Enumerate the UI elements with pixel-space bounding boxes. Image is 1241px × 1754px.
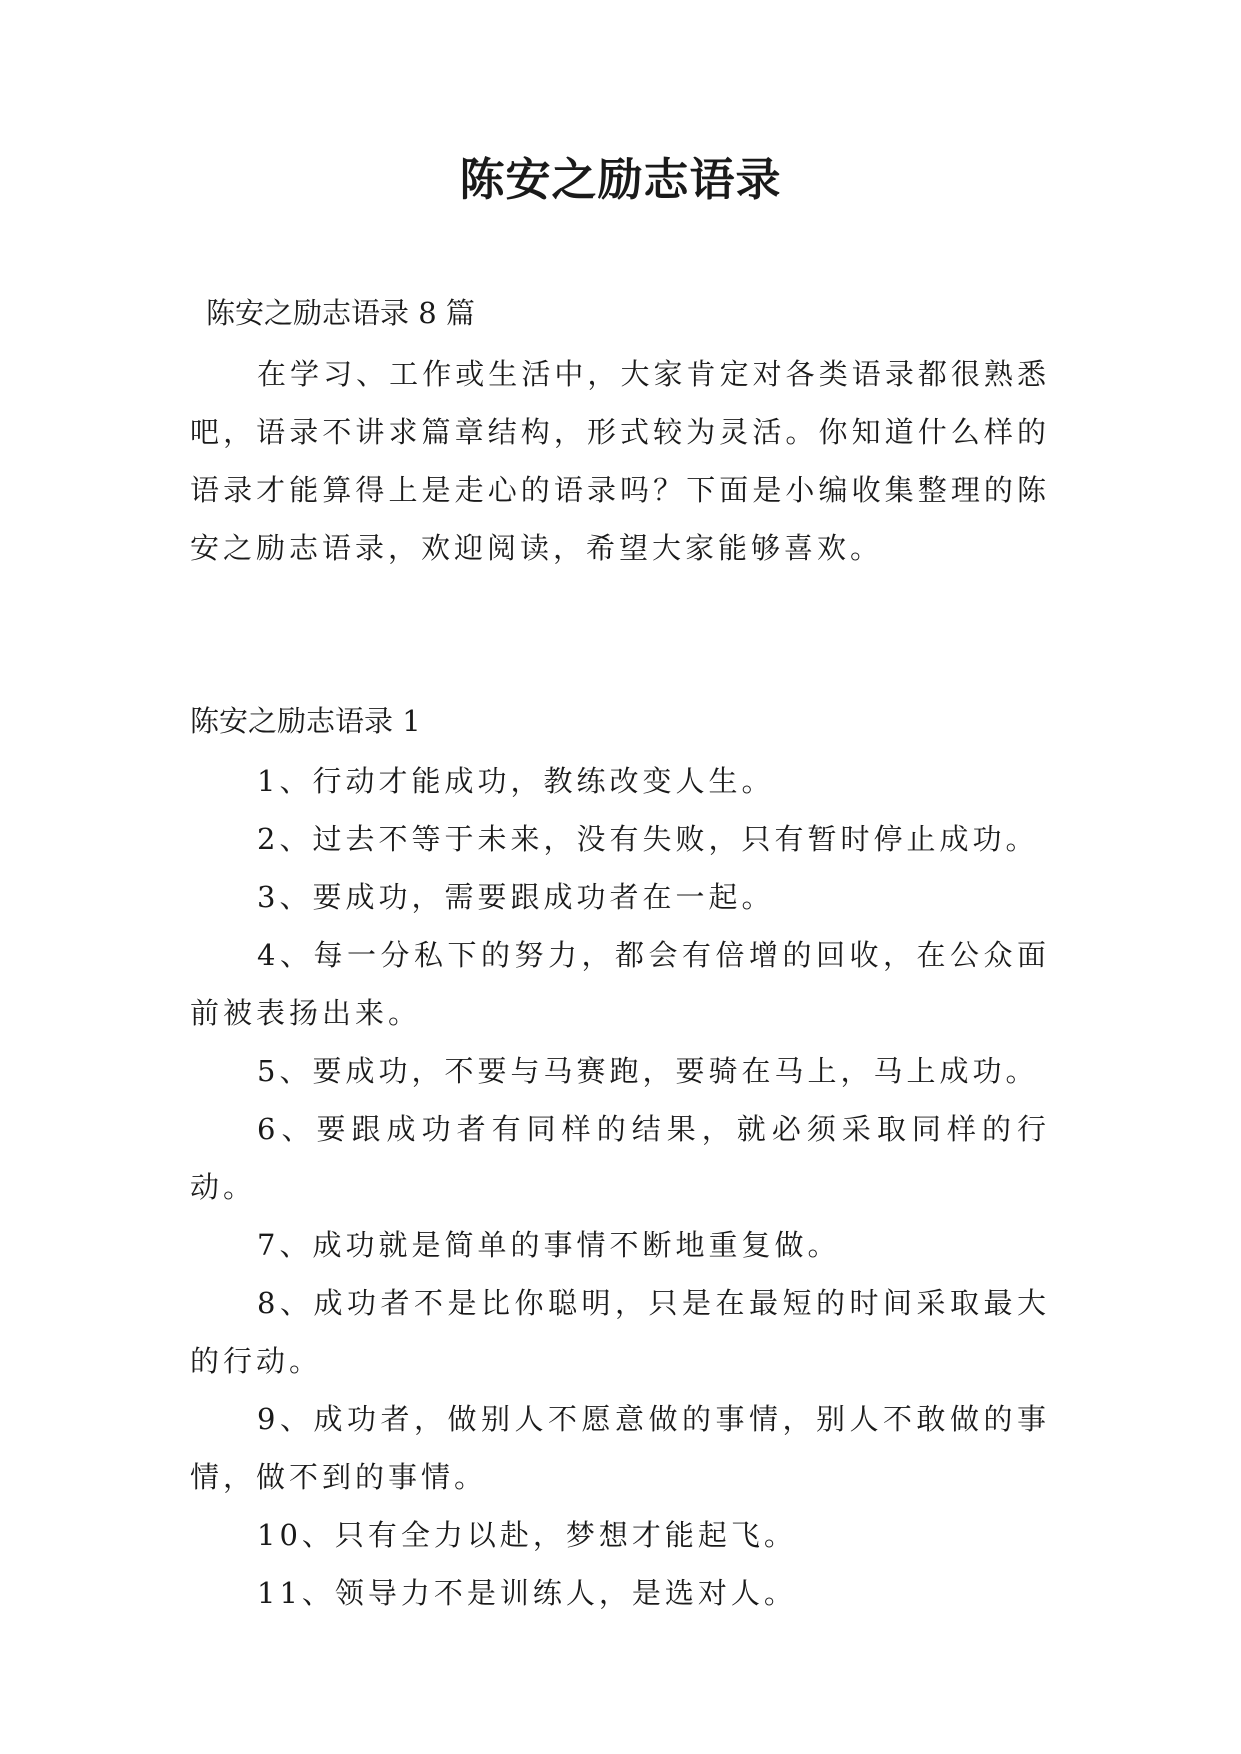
quote-item: 9、成功者，做别人不愿意做的事情，别人不敢做的事情，做不到的事情。 [190,1402,1050,1494]
quote-item: 10、只有全力以赴，梦想才能起飞。 [257,1518,797,1552]
document-subtitle: 陈安之励志语录 8 篇 [206,296,475,330]
quote-item: 11、领导力不是训练人，是选对人。 [257,1576,797,1610]
quote-item: 6、要跟成功者有同样的结果，就必须采取同样的行动。 [190,1112,1050,1204]
quote-list [190,752,1050,1622]
quote-item: 4、每一分私下的努力，都会有倍增的回收，在公众面前被表扬出来。 [190,938,1050,1030]
quote-item: 1、行动才能成功，教练改变人生。 [257,764,775,798]
quote-item: 7、成功就是简单的事情不断地重复做。 [257,1228,841,1262]
intro-paragraph: 在学习、工作或生活中，大家肯定对各类语录都很熟悉吧，语录不讲求篇章结构，形式较为灵活。你知道什么样的语录才能算得上是走心的语录吗？下面是小编收集整理的陈安之励志语录，欢迎阅读，希望大家能够喜欢。 [190,357,1050,565]
quote-item: 3、要成功，需要跟成功者在一起。 [257,880,775,914]
quote-item: 2、过去不等于未来，没有失败，只有暂时停止成功。 [257,822,1039,856]
section-heading: 陈安之励志语录 1 [190,704,421,738]
quote-item: 5、要成功，不要与马赛跑，要骑在马上，马上成功。 [257,1054,1039,1088]
quote-item: 8、成功者不是比你聪明，只是在最短的时间采取最大的行动。 [190,1286,1050,1378]
page-title: 陈安之励志语录 [459,153,782,206]
